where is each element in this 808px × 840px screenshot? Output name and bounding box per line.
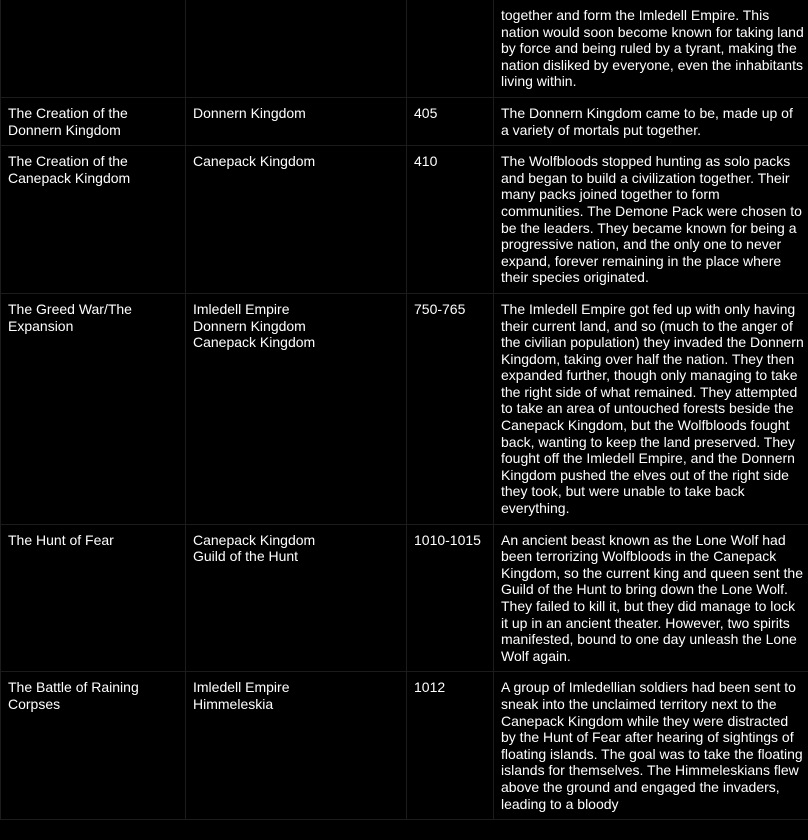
table-row	[1, 293, 808, 524]
parties-cell	[186, 97, 407, 145]
description-cell: The Imledell Empire got fed up with only having their current land, and so (much to the anger of the civilian population) they invaded the Donnern Kingdom, taking over half the nation. They then expanded further, though only managing to take the right side of what remained. They attempted to take an area of untouched forests beside the Canepack Kingdom, but the Wolfbloods fought back, wanting to keep the land preserved. They fought off the Imledell Empire, and the Donnern Kingdom pushed the elves out of the right side they took, but were unable to take back everything.	[494, 293, 808, 524]
date-cell: 405	[407, 97, 494, 145]
party-name: Imledell Empire	[193, 300, 290, 317]
description-cell: A group of Imledellian soldiers had been sent to sneak into the unclaimed territory next to the Canepack Kingdom while they were distracted by the Hunt of Fear after hearing of sightings of floating islands. The goal was to take the floating islands for themselves. The Himmeleskians flew above the ground and engaged the invaders, leading to a bloody	[494, 672, 808, 820]
table-row	[1, 672, 808, 820]
party-name: Canepack Kingdom	[193, 531, 316, 548]
description-cell: The Donnern Kingdom came to be, made up of a variety of mortals put together.	[494, 97, 808, 145]
event-cell: The Greed War/The Expansion	[1, 293, 186, 524]
date-cell: 1012	[407, 672, 494, 820]
table-row	[1, 0, 808, 97]
description-cell: together and form the Imledell Empire. This nation would soon become known for taking land by force and being ruled by a tyrant, making the nation disliked by everyone, even the inhabitants living within.	[494, 0, 808, 97]
parties-cell	[186, 0, 407, 97]
party-name: Imledell Empire	[193, 679, 290, 696]
event-cell: The Hunt of Fear	[1, 524, 186, 672]
date-cell	[407, 0, 494, 97]
description-cell: The Wolfbloods stopped hunting as solo packs and began to build a civilization together. Their many packs joined together to form communities. The Demone Pack were chosen to be the leaders. They became known for being a progressive nation, and the only one to never expand, forever remaining in the place where their species originated.	[494, 146, 808, 294]
date-cell: 410	[407, 146, 494, 294]
party-name: Donnern Kingdom	[193, 317, 306, 334]
event-cell	[1, 0, 186, 97]
party-name: Donnern Kingdom	[193, 104, 306, 121]
parties-cell	[186, 524, 407, 672]
parties-cell	[186, 146, 407, 294]
party-name: Guild of the Hunt	[193, 548, 299, 565]
event-cell: The Creation of the Canepack Kingdom	[1, 146, 186, 294]
date-cell: 1010-1015	[407, 524, 494, 672]
party-name: Himmeleskia	[193, 695, 274, 712]
event-cell: The Battle of Raining Corpses	[1, 672, 186, 820]
table-row	[1, 97, 808, 145]
date-cell: 750-765	[407, 293, 494, 524]
event-cell: The Creation of the Donnern Kingdom	[1, 97, 186, 145]
party-name: Canepack Kingdom	[193, 153, 316, 170]
table-row	[1, 146, 808, 294]
description-cell: An ancient beast known as the Lone Wolf had been terrorizing Wolfbloods in the Canepack Kingdom, so the current king and queen sent the Guild of the Hunt to bring down the Lone Wolf. They failed to kill it, but they did manage to lock it up in an ancient theater. However, two spirits manifested, bound to one day unleash the Lone Wolf again.	[494, 524, 808, 672]
party-name: Canepack Kingdom	[193, 334, 316, 351]
parties-cell	[186, 293, 407, 524]
parties-cell	[186, 672, 407, 820]
table-row	[1, 524, 808, 672]
